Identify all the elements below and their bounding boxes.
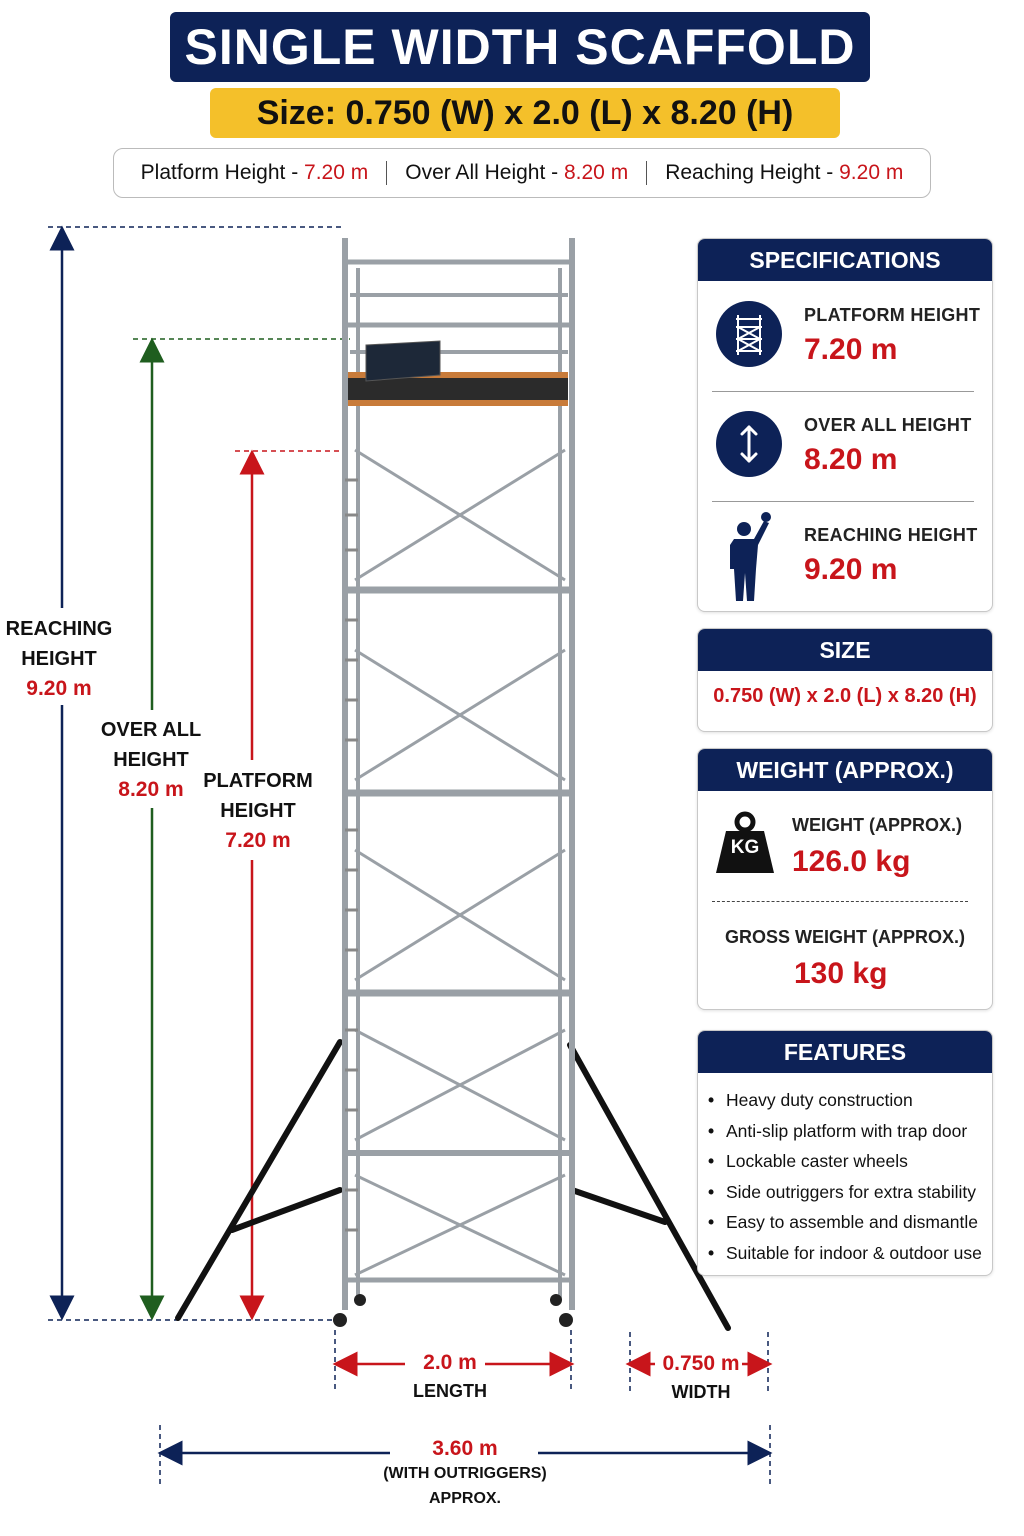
- size-card: [697, 628, 993, 732]
- platform-height-label: PLATFORM HEIGHT 7.20 m: [203, 770, 313, 852]
- metric-reaching-height: Reaching Height - 9.20 m: [665, 161, 904, 184]
- spec-reaching-height: REACHING HEIGHT 9.20 m: [698, 501, 992, 609]
- list-item: • Side outriggers for extra stability: [708, 1177, 992, 1208]
- list-item: • Suitable for indoor & outdoor use: [708, 1238, 992, 1269]
- specifications-card: [697, 238, 993, 612]
- page-title: SINGLE WIDTH SCAFFOLD: [170, 12, 870, 82]
- specifications-heading: SPECIFICATIONS: [698, 239, 992, 281]
- size-banner: Size: 0.750 (W) x 2.0 (L) x 8.20 (H): [210, 88, 840, 138]
- kg-weight-icon: KG: [714, 811, 776, 875]
- caster-wheels: [333, 1294, 573, 1327]
- weight-card: [697, 748, 993, 1010]
- weight-value: 126.0 kg: [792, 845, 911, 878]
- overall-height-label: OVER ALL HEIGHT 8.20 m: [100, 719, 202, 801]
- length-label: 2.0 m LENGTH: [413, 1351, 487, 1401]
- features-heading: FEATURES: [698, 1031, 992, 1073]
- gross-weight-value: 130 kg: [794, 957, 888, 990]
- metric-overall-height: Over All Height - 8.20 m: [405, 161, 629, 184]
- spec-overall-height: OVER ALL HEIGHT 8.20 m: [698, 391, 992, 499]
- size-heading: SIZE: [698, 629, 992, 671]
- outriggers: [178, 1042, 728, 1328]
- size-value: 0.750 (W) x 2.0 (L) x 8.20 (H): [713, 685, 977, 707]
- spec-platform-height: PLATFORM HEIGHT 7.20 m: [698, 281, 992, 389]
- features-card: [697, 1030, 993, 1276]
- platform-height-dimension: [235, 451, 350, 1308]
- list-item: • Heavy duty construction: [708, 1085, 992, 1116]
- list-item: • Easy to assemble and dismantle: [708, 1207, 992, 1238]
- outrigger-span-label: 3.60 m (WITH OUTRIGGERS) APPROX.: [383, 1437, 547, 1507]
- gross-weight-label: GROSS WEIGHT (APPROX.): [724, 927, 965, 947]
- weight-divider: [712, 901, 968, 902]
- reaching-height-label: REACHING HEIGHT 9.20 m: [5, 618, 113, 700]
- width-label: 0.750 m WIDTH: [662, 1352, 740, 1402]
- weight-label: WEIGHT (APPROX.): [792, 815, 962, 835]
- features-list: [698, 1073, 992, 1268]
- scaffold-icon: [716, 301, 782, 367]
- list-item: • Lockable caster wheels: [708, 1146, 992, 1177]
- vertical-arrows-icon: [716, 411, 782, 477]
- list-item: • Anti-slip platform with trap door: [708, 1116, 992, 1147]
- weight-heading: WEIGHT (APPROX.): [698, 749, 992, 791]
- metric-platform-height: Platform Height - 7.20 m: [140, 161, 369, 184]
- person-reaching-icon: [720, 511, 780, 603]
